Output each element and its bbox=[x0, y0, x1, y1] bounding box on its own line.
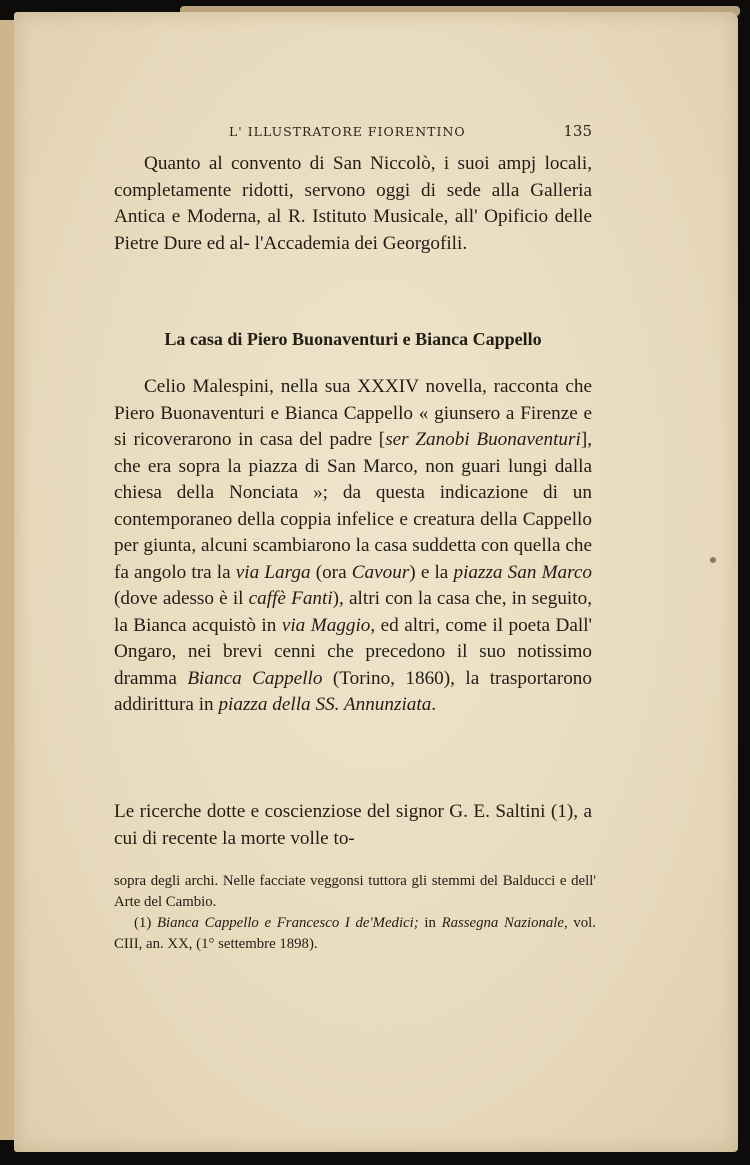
footnote-continuation: sopra degli archi. Nelle facciate veggonsi tuttora gli stemmi del Balducci e dell' Arte del Cambio. bbox=[114, 873, 596, 910]
italic-run: Cavour bbox=[351, 561, 410, 583]
italic-run: Bianca Cappello bbox=[187, 667, 323, 689]
paragraph-malespini bbox=[114, 374, 592, 719]
italic-run: Bianca Cappello e Francesco I de'Medici; bbox=[156, 915, 419, 931]
text-run: , vol. CIII, an. XX, (1° settembre 1898). bbox=[114, 915, 596, 952]
text-run: . bbox=[431, 694, 437, 715]
footnote-number: (1) bbox=[134, 915, 152, 931]
text-run: in bbox=[418, 915, 442, 931]
paragraph-saltini: Le ricerche dotte e coscienziose del signor G. E. Saltini (1), a cui di recente la morte volle to- bbox=[114, 801, 592, 849]
italic-run: caffè Fanti bbox=[248, 588, 333, 609]
section-heading: La casa di Piero Buonaventuri e Bianca Cappello bbox=[164, 329, 542, 349]
text-run: ) e la bbox=[409, 561, 454, 583]
text-run: (Torino, 1860), la trasportarono addirittura in bbox=[114, 667, 592, 715]
text-run: (ora bbox=[310, 561, 352, 583]
italic-run: ser Zanobi Buonaventuri bbox=[385, 429, 581, 450]
footnote-1 bbox=[114, 913, 596, 955]
italic-run: via Maggio bbox=[281, 614, 371, 636]
page-number: 135 bbox=[563, 122, 592, 140]
paragraph-convento: Quanto al convento di San Niccolò, i suoi ampj locali, completamente ridotti, servono oggi di sede alla Galleria Antica e Moderna, al R. Istituto Musicale, all' Opificio delle Pietre Dure ed al- l'Accademia dei Georgofili. bbox=[114, 153, 592, 254]
footnotes bbox=[114, 871, 596, 955]
italic-run: piazza della SS. Annunziata bbox=[218, 694, 432, 715]
italic-run: Rassegna Nazionale bbox=[441, 915, 564, 931]
previous-page-edge bbox=[0, 20, 14, 1140]
italic-run: via Larga bbox=[235, 561, 311, 583]
text-run: Celio Malespini, nella sua XXXIV novella, racconta che Piero Buonaventuri e Bianca Cappello « giunsero a Firenze e si ricoverarono in casa del padre [ bbox=[114, 376, 592, 450]
running-head-title: L' ILLUSTRATORE FIORENTINO bbox=[229, 124, 466, 139]
italic-run: piazza San Marco bbox=[453, 561, 593, 583]
text-run: ), altri con la casa che, in seguito, la Bianca acquistò in bbox=[114, 588, 592, 636]
paper-stain bbox=[710, 557, 716, 563]
text-run: (dove adesso è il bbox=[114, 588, 249, 609]
text-run: , ed altri, come il poeta Dall' Ongaro, nei brevi cenni che precedono il suo notissimo dramma bbox=[114, 614, 592, 689]
text-run: ], che era sopra la piazza di San Marco, non guari lungi dalla chiesa della Nonciata »; da questa indicazione di un contemporaneo della coppia infelice e creatura della Cappello per giunta, alcuni scambiarono la casa suddetta con quella che fa angolo tra la bbox=[114, 429, 592, 583]
